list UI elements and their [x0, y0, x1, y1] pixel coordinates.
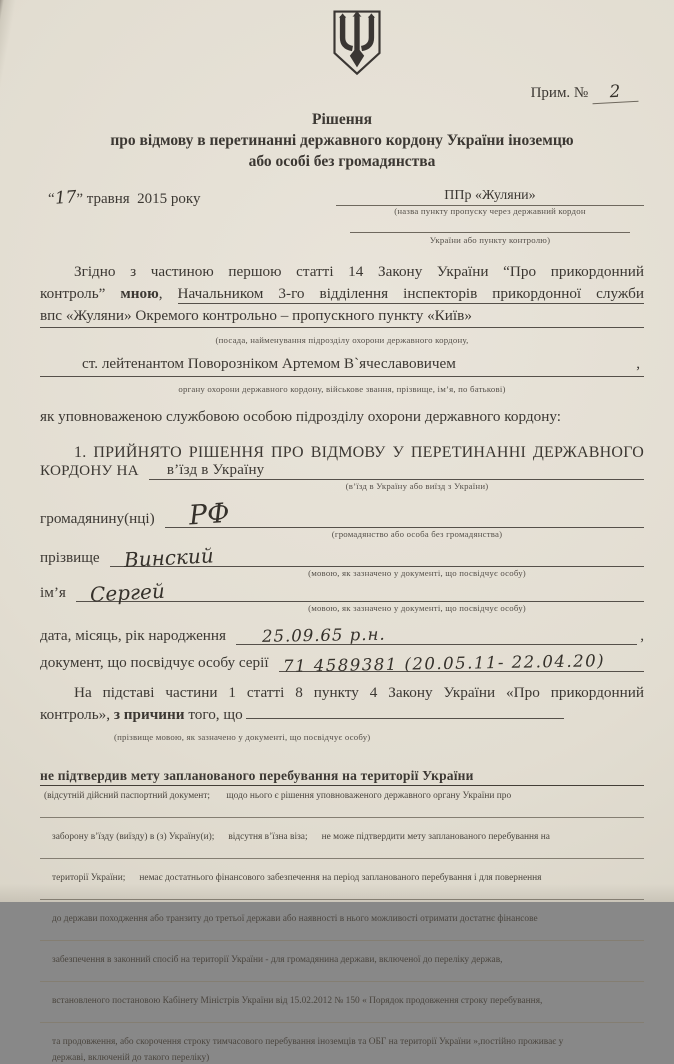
decision-line-2	[40, 462, 644, 480]
decision-line-2-label: КОРДОНУ НА	[40, 462, 139, 479]
birth-date-blank	[236, 626, 637, 645]
entry-direction-blank	[149, 462, 644, 480]
officer-line	[40, 353, 644, 377]
officer-name: ст. лейтенантом Поворозніком Артемом В`ячеславовичем	[82, 355, 456, 372]
intro-line-2-pre: контроль”	[40, 285, 121, 302]
intro-line-2-bold: мною	[120, 285, 159, 302]
surname-blank	[110, 543, 644, 572]
name-value-handwritten: Сергей	[89, 578, 166, 607]
document-title	[40, 109, 644, 172]
basis-line-1: На підставі частини 1 статті 8 пункту 4 Закону України «Про прикордонний	[74, 684, 644, 702]
intro-position-underlined: Начальником 3-го відділення інспекторів прикордонної служби	[177, 285, 645, 302]
surname-caption: (мовою, як зазначено у документі, що посвідчує особу)	[308, 568, 526, 579]
footnote-line-2: заборону в’їзду (виїзду) в (з) Україну(и); відсутня в’їзна віза; не може підтвердити мету запланованого перебування на	[40, 817, 644, 843]
footnote-line-5: забезпечення в законний спосіб на території України - для громадянина держави, включеної до переліку держав,	[40, 940, 644, 966]
intro-line-2	[40, 283, 644, 305]
footnote-line-1: (відсутній дійсний паспортний документ; щодо нього є рішення уповноваженого державного органу України про	[44, 791, 512, 802]
title-line-1: Рішення	[312, 111, 372, 128]
date-day-handwritten: 17	[54, 187, 77, 209]
basis-line-2-post: того, що	[184, 706, 247, 724]
document-blank	[279, 651, 644, 676]
intro-closing: як уповноваженою службовою особою підрозділу охорони державного кордону:	[40, 408, 561, 425]
citizenship-label: громадянину(нці)	[40, 510, 155, 527]
intro-paragraph	[40, 261, 644, 428]
surname-label: прізвище	[40, 549, 100, 567]
basis-line-2-bold: з причини	[113, 706, 185, 724]
footnote-line-6: встановленого постановою Кабінету Міністрів України від 15.02.2012 № 150 « Порядок продовження строку перебування,	[40, 981, 644, 1007]
checkpoint-blank-line	[350, 219, 630, 233]
intro-line-3: впс «Жуляни» Окремого контрольно – пропускного пункту «Київ»	[40, 305, 644, 328]
name-blank	[76, 578, 644, 607]
date-open-quote: “	[48, 191, 55, 207]
date-checkpoint-row	[40, 188, 644, 245]
title-line-3: або особі без громадянства	[248, 153, 436, 170]
citizenship-row	[40, 497, 644, 532]
document-value-handwritten: 71 4589381 (20.05.11- 22.04.20)	[282, 651, 605, 676]
entry-direction-caption: (в’їзд в Україну або виїзд з України)	[345, 481, 489, 491]
checkpoint-value: ППр «Жуляни»	[336, 188, 644, 206]
birth-date-comma: ,	[640, 626, 644, 644]
ukraine-trident-crest-icon	[320, 8, 394, 80]
decision-line-1: 1. ПРИЙНЯТО РІШЕННЯ ПРО ВІДМОВУ У ПЕРЕТИНАННІ ДЕРЖАВНОГО	[74, 444, 644, 461]
date-line	[40, 188, 200, 245]
position-caption: (посада, найменування підрозділу охорони державного кордону,	[215, 335, 469, 345]
surname-value-handwritten: Винский	[123, 543, 214, 572]
basis-line-2	[40, 704, 644, 726]
document-label: документ, що посвідчує особу серії	[40, 654, 269, 672]
basis-line-2-pre: контроль»,	[40, 706, 114, 724]
officer-trailing-comma: ,	[636, 355, 640, 372]
citizenship-caption: (громадянство або особа без громадянства)	[331, 529, 503, 539]
footnote-line-3: території України; немає достатнього фінансового забезпечення на період запланованого перебування і для повернення	[40, 858, 644, 884]
basis-caption: (прізвище мовою, як зазначено у документі, що посвідчує особу)	[114, 732, 371, 743]
basis-paragraph	[40, 682, 644, 748]
checkpoint-caption-2: України або пункту контролю)	[429, 235, 551, 245]
copy-number-value: 2	[591, 81, 638, 104]
footnote-line-7: та продовження, або скорочення строку тимчасового перебування іноземців та ОБГ на території України »,постійно проживає у	[40, 1022, 644, 1048]
footnote-line-4: до держави походження або транзиту до третьої держави або наявності в нього можливості отримати достатнє фінансове	[40, 899, 644, 925]
document-row	[40, 651, 644, 676]
checkpoint-caption-1: (назва пункту пропуску через державний кордон	[394, 206, 586, 216]
officer-caption: органу охорони державного кордону, військове звання, прізвище, ім’я, по батькові)	[178, 384, 506, 394]
intro-line-2-comma: ,	[158, 285, 178, 302]
copy-number-label: Прим. №	[530, 85, 589, 101]
copy-number-row	[40, 82, 644, 103]
citizenship-blank	[165, 497, 644, 532]
footnote-line-8: державі, включеній до такого переліку)	[52, 1053, 210, 1064]
entry-direction-value: в’їзд в Україну	[166, 462, 265, 478]
checkpoint-block	[336, 188, 644, 245]
birth-date-label: дата, місяць, рік народження	[40, 626, 227, 644]
footnote-block	[40, 790, 644, 1064]
name-label: ім’я	[40, 584, 66, 602]
intro-line-1: Згідно з частиною першою статті 14 Закону України “Про прикордонний	[74, 263, 644, 280]
date-rest: травня 2015 року	[82, 191, 201, 207]
name-caption: (мовою, як зазначено у документі, що посвідчує особу)	[308, 603, 526, 614]
date-close-quote: ”	[76, 191, 83, 207]
birth-date-row	[40, 626, 644, 645]
surname-row	[40, 543, 644, 572]
birth-date-value-handwritten: 25.09.65 р.н.	[261, 625, 386, 647]
name-row	[40, 578, 644, 607]
refusal-reason-heading: не підтвердив мету запланованого перебування на території України	[40, 768, 644, 786]
title-line-2: про відмову в перетинанні державного кордону України іноземцю	[110, 132, 574, 149]
decision-block	[40, 444, 644, 491]
citizenship-value-handwritten: РФ	[187, 497, 231, 532]
basis-reason-blank	[246, 717, 564, 719]
